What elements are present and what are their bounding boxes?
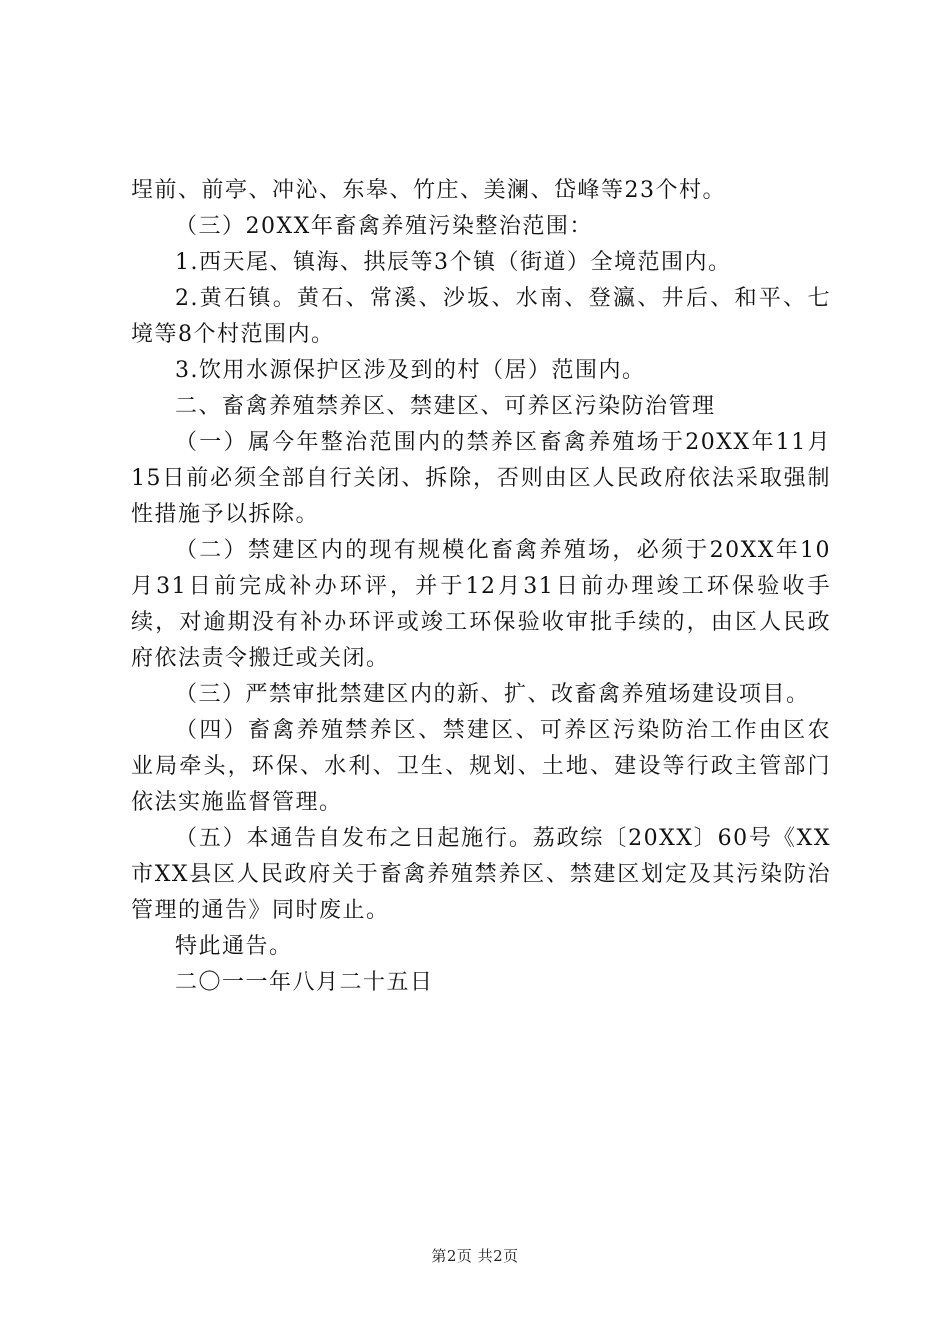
paragraph-section-3-heading: （三）20XX年畜禽养殖污染整治范围： [175,214,593,239]
paragraph-village-list-end: 埕前、前亭、冲沁、东皋、竹庄、美澜、岱峰等23个村。 [131,178,726,203]
paragraph-clause-4: （四）畜禽养殖禁养区、禁建区、可养区污染防治工作由区农业局牵头，环保、水利、卫生、规划、土地、建设等行政主管部门依法实施监督管理。 [131,718,831,815]
paragraph-clause-2: （二）禁建区内的现有规模化畜禽养殖场，必须于20XX年10月31日前完成补办环评，并于12月31日前办理竣工环保验收手续，对逾期没有补办环评或竣工环保验收审批手续的，由区人民政府依法责令搬迁或关闭。 [131,538,831,671]
paragraph-item-3: 3.饮用水源保护区涉及到的村（居）范围内。 [175,358,646,383]
paragraph-clause-5: （五）本通告自发布之日起施行。荔政综〔20XX〕60号《XX市XX县区人民政府关于畜禽养殖禁养区、禁建区划定及其污染防治管理的通告》同时废止。 [131,826,831,923]
paragraph-item-2: 2.黄石镇。黄石、常溪、沙坂、水南、登瀛、井后、和平、七境等8个村范围内。 [131,286,831,347]
paragraph-clause-3: （三）严禁审批禁建区内的新、扩、改畜禽养殖场建设项目。 [175,682,810,707]
paragraph-item-1: 1.西天尾、镇海、拱辰等3个镇（街道）全境范围内。 [175,250,732,275]
paragraph-part-2-heading: 二、畜禽养殖禁养区、禁建区、可养区污染防治管理 [175,394,716,419]
paragraph-date: 二〇一一年八月二十五日 [175,970,434,995]
document-body [131,173,831,1001]
paragraph-clause-1: （一）属今年整治范围内的禁养区畜禽养殖场于20XX年11月15日前必须全部自行关闭、拆除，否则由区人民政府依法采取强制性措施予以拆除。 [131,430,831,527]
page-number-footer: 第2页 共2页 [431,1247,519,1265]
paragraph-closing: 特此通告。 [175,934,293,959]
